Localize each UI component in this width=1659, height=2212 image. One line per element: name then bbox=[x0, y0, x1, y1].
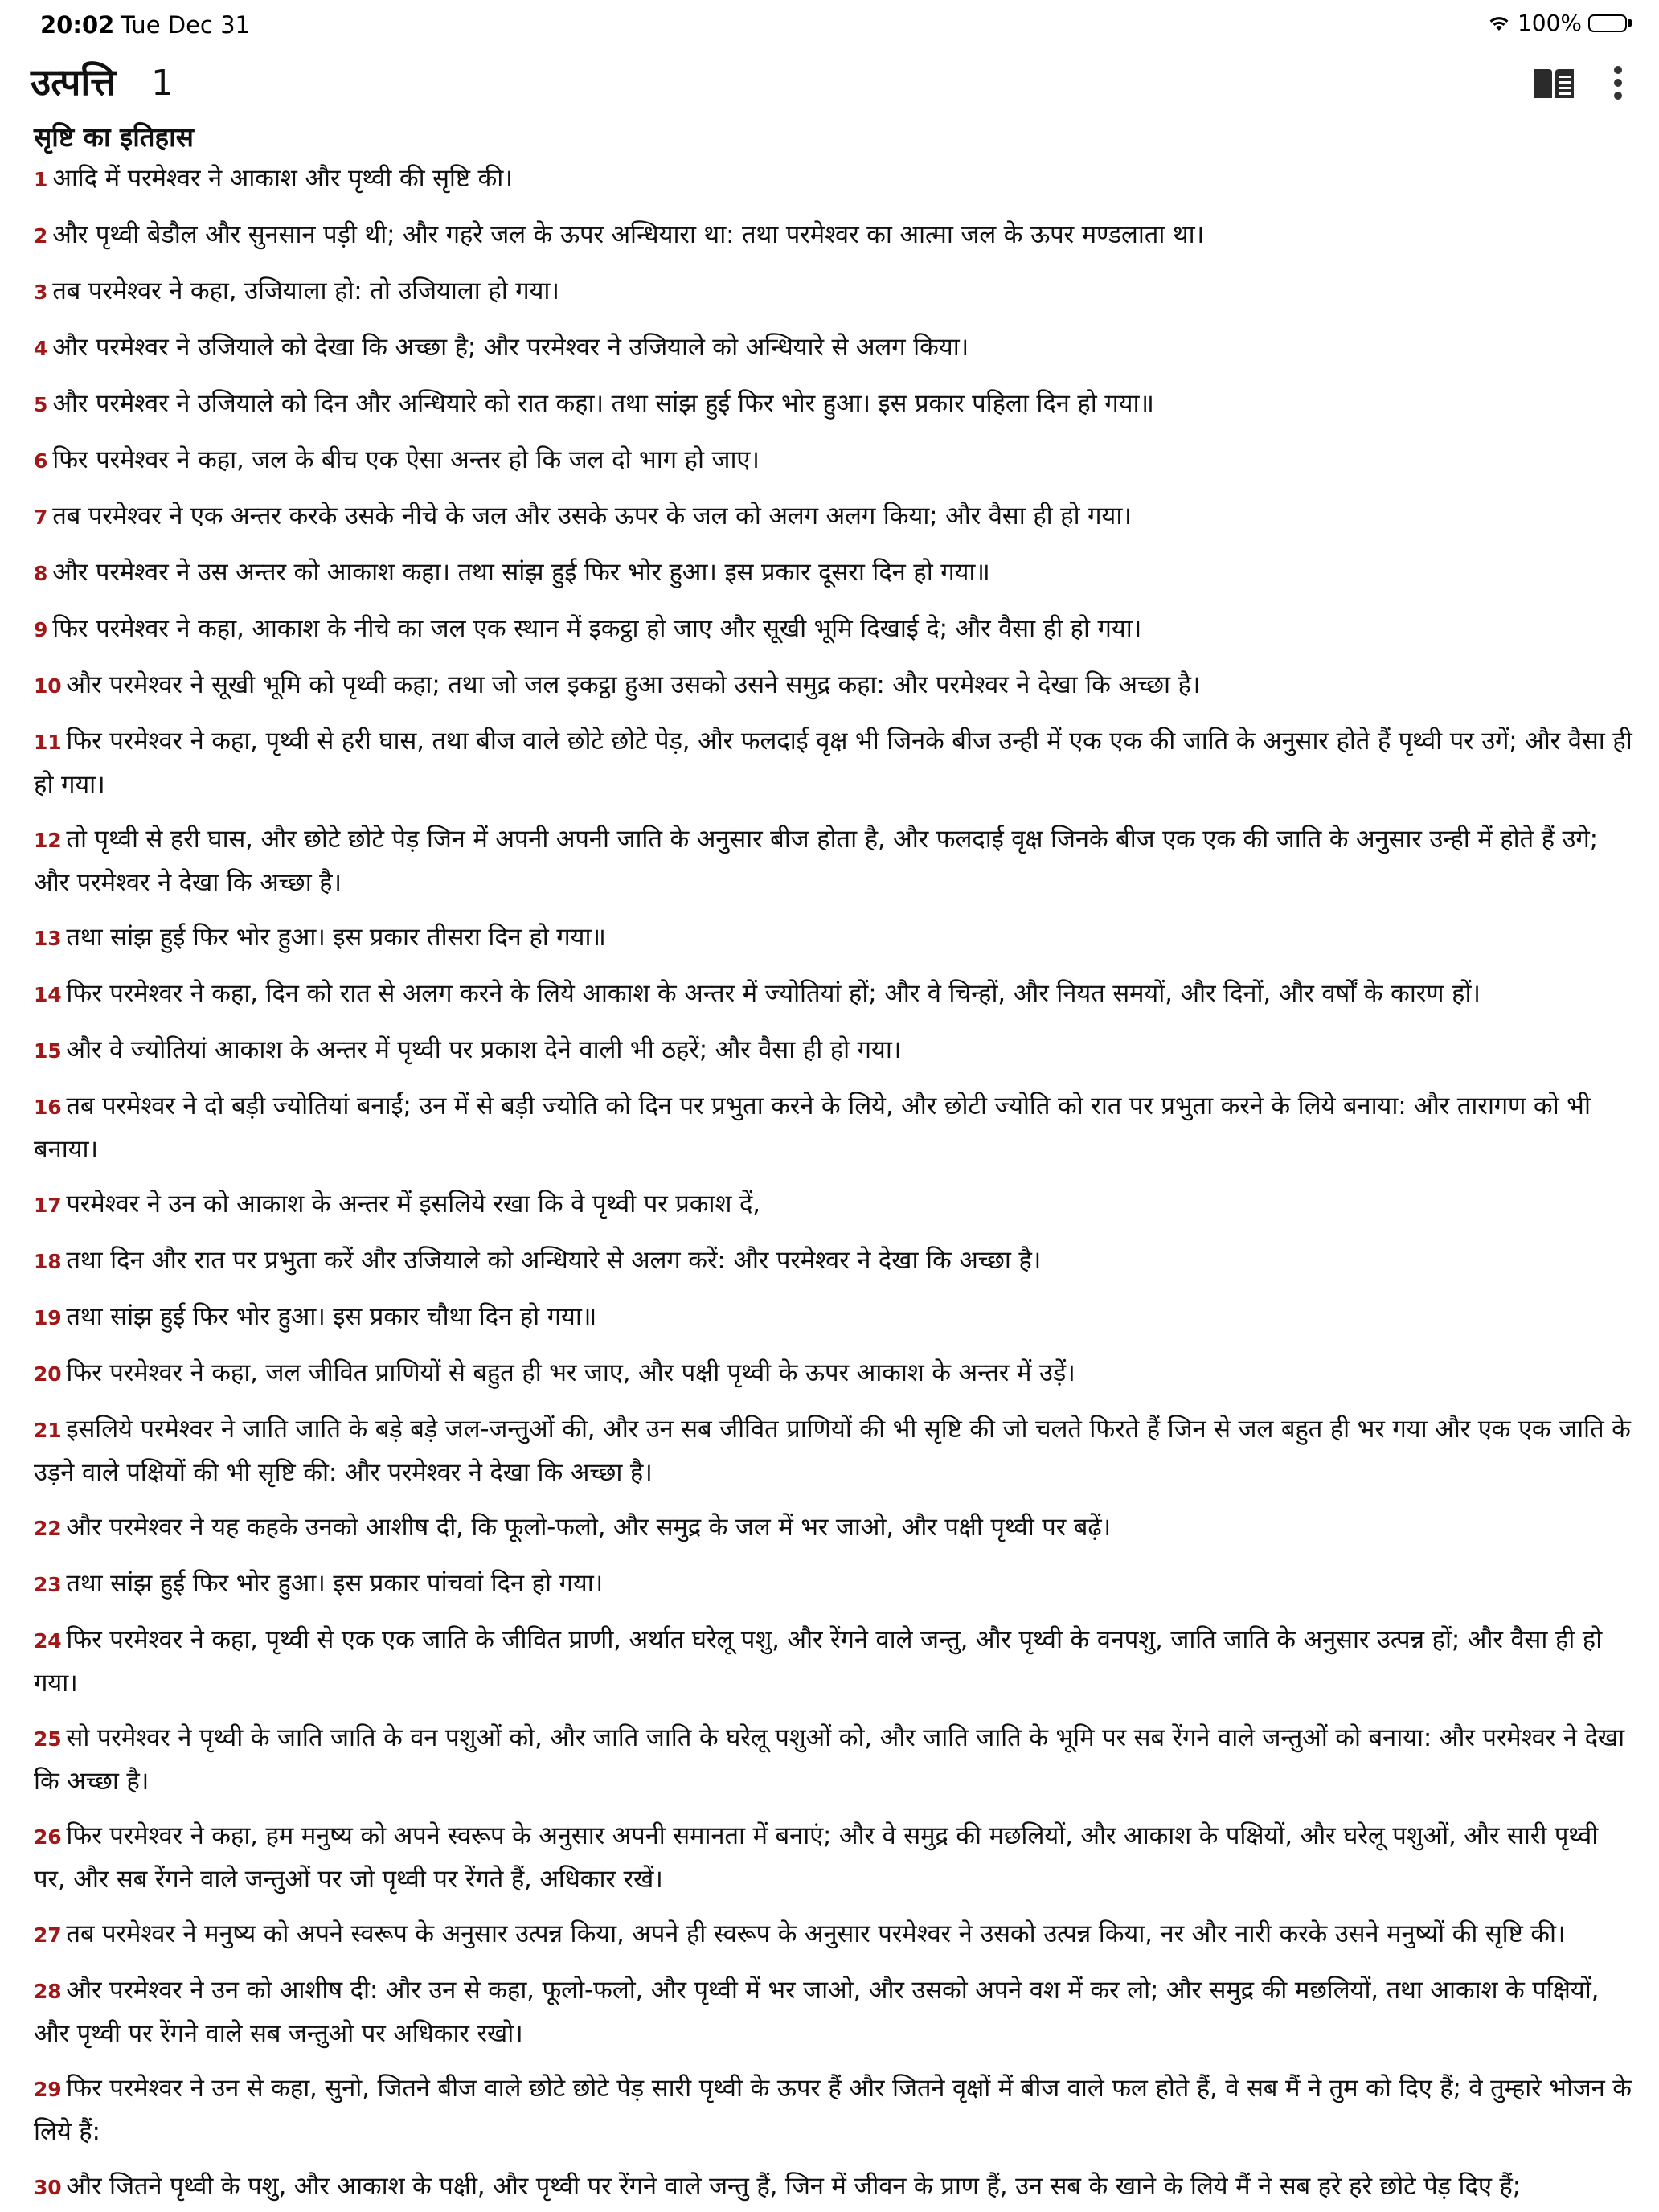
verse-number: 20 bbox=[34, 1362, 62, 1386]
verse-number: 25 bbox=[34, 1727, 62, 1751]
verse-text: और परमेश्वर ने सूखी भूमि को पृथ्वी कहा; तथा जो जल इकट्ठा हुआ उसको उसने समुद्र कहा: और परमेश्वर ने देखा कि अच्छा है। bbox=[66, 670, 1201, 699]
verse-number: 1 bbox=[34, 168, 48, 191]
verse[interactable] bbox=[34, 1619, 1636, 1704]
status-date: Tue Dec 31 bbox=[121, 11, 250, 39]
verse-text: और परमेश्वर ने उजियाले को देखा कि अच्छा है; और परमेश्वर ने उजियाले को अन्धियारे से अलग किया। bbox=[52, 333, 969, 362]
verse[interactable] bbox=[34, 1913, 1636, 1956]
verse[interactable] bbox=[34, 2165, 1636, 2209]
verse-text: फिर परमेश्वर ने उन से कहा, सुनो, जितने बीज वाले छोटे छोटे पेड़ सारी पृथ्वी के ऊपर हैं और जितने वृक्षों में बीज वाले फल होते हैं, वे सब मैं ने तुम को दिए हैं; वे तुम्हारे भोजन के लिये हैं: bbox=[34, 2074, 1632, 2146]
verse[interactable] bbox=[34, 326, 1636, 370]
verse-text: तथा सांझ हुई फिर भोर हुआ। इस प्रकार चौथा दिन हो गया॥ bbox=[66, 1302, 597, 1331]
verse-number: 19 bbox=[34, 1306, 62, 1329]
verse-text: इसलिये परमेश्वर ने जाति जाति के बड़े बड़े जल-जन्तुओं की, और उन सब जीवित प्राणियों की भी सृष्टि की जो चलते फिरते हैं जिन से जल बहुत ही भर गया और एक एक जाति के उड़ने वाले पक्षियों की भी सृष्टि की: और परमेश्वर ने देखा कि अच्छा है। bbox=[34, 1415, 1631, 1487]
verse-text: और पृथ्वी बेडौल और सुनसान पड़ी थी; और गहरे जल के ऊपर अन्धियारा था: तथा परमेश्वर का आत्मा जल के ऊपर मण्डलाता था। bbox=[52, 220, 1205, 249]
verse-number: 15 bbox=[34, 1039, 62, 1063]
verse-text: तब परमेश्वर ने मनुष्य को अपने स्वरूप के अनुसार उत्पन्न किया, अपने ही स्वरूप के अनुसार परमेश्वर ने उसको उत्पन्न किया, नर और नारी करके उसने मनुष्यों की सृष्टि की। bbox=[66, 1919, 1566, 1948]
verse[interactable] bbox=[34, 818, 1636, 903]
verse-number: 29 bbox=[34, 2078, 62, 2101]
verse-text: और परमेश्वर ने उस अन्तर को आकाश कहा। तथा सांझ हुई फिर भोर हुआ। इस प्रकार दूसरा दिन हो गया॥ bbox=[52, 558, 990, 587]
battery-icon bbox=[1588, 14, 1632, 32]
verse-number: 24 bbox=[34, 1629, 62, 1653]
verse-number: 11 bbox=[34, 731, 62, 754]
verse-text: तथा सांझ हुई फिर भोर हुआ। इस प्रकार पांचवां दिन हो गया। bbox=[66, 1569, 604, 1598]
verse[interactable] bbox=[34, 214, 1636, 257]
verse-number: 2 bbox=[34, 224, 48, 248]
verse[interactable] bbox=[34, 720, 1636, 805]
verse-number: 12 bbox=[34, 829, 62, 852]
verse[interactable] bbox=[34, 973, 1636, 1016]
status-bar bbox=[0, 0, 1659, 51]
verse-list bbox=[34, 158, 1636, 2209]
verse[interactable] bbox=[34, 1085, 1636, 1170]
section-heading: सृष्टि का इतिहास bbox=[34, 121, 194, 153]
wifi-icon bbox=[1487, 14, 1511, 32]
battery-percentage: 100% bbox=[1517, 10, 1582, 36]
verse-text: और वे ज्योतियां आकाश के अन्तर में पृथ्वी पर प्रकाश देने वाली भी ठहरें; और वैसा ही हो गया। bbox=[66, 1035, 902, 1064]
verse-number: 27 bbox=[34, 1923, 62, 1947]
verse-text: फिर परमेश्वर ने कहा, पृथ्वी से हरी घास, तथा बीज वाले छोटे छोटे पेड़, और फलदाई वृक्ष भी जिनके बीज उन्ही में एक एक की जाति के अनुसार होते हैं पृथ्वी पर उगें; और वैसा ही हो गया। bbox=[34, 727, 1632, 799]
verse-text: परमेश्वर ने उन को आकाश के अन्तर में इसलिये रखा कि वे पृथ्वी पर प्रकाश दें, bbox=[66, 1190, 760, 1219]
verse-text: फिर परमेश्वर ने कहा, जल के बीच एक ऐसा अन्तर हो कि जल दो भाग हो जाए। bbox=[52, 445, 760, 474]
more-vertical-icon[interactable] bbox=[1606, 63, 1630, 103]
verse-text: तो पृथ्वी से हरी घास, और छोटे छोटे पेड़ जिन में अपनी अपनी जाति के अनुसार बीज होता है, और फलदाई वृक्ष जिनके बीज एक एक की जाति के अनुसार उन्ही में होते हैं उगे; और परमेश्वर ने देखा कि अच्छा है। bbox=[34, 825, 1598, 897]
verse-text: आदि में परमेश्वर ने आकाश और पृथ्वी की सृष्टि की। bbox=[52, 164, 513, 193]
verse[interactable] bbox=[34, 1717, 1636, 1802]
verse[interactable] bbox=[34, 1408, 1636, 1493]
verse-number: 9 bbox=[34, 618, 48, 641]
verse-text: और परमेश्वर ने उन को आशीष दी: और उन से कहा, फूलो-फलो, और पृथ्वी में भर जाओ, और उसको अपने वश में कर लो; और समुद्र की मछलियों, तथा आकाश के पक्षियों, और पृथ्वी पर रेंगने वाले सब जन्तुओ पर अधिकार रखो। bbox=[34, 1976, 1600, 2048]
verse[interactable] bbox=[34, 270, 1636, 313]
verse-text: तब परमेश्वर ने कहा, उजियाला हो: तो उजियाला हो गया। bbox=[52, 276, 559, 305]
verse-number: 22 bbox=[34, 1517, 62, 1540]
verse-text: तथा सांझ हुई फिर भोर हुआ। इस प्रकार तीसरा दिन हो गया॥ bbox=[66, 923, 606, 952]
verse-number: 16 bbox=[34, 1096, 62, 1119]
verse-number: 7 bbox=[34, 506, 48, 529]
verse-text: तब परमेश्वर ने एक अन्तर करके उसके नीचे के जल और उसके ऊपर के जल को अलग अलग किया; और वैसा ही हो गया। bbox=[52, 502, 1132, 530]
verse[interactable] bbox=[34, 383, 1636, 426]
book-title[interactable]: उत्पत्ति bbox=[31, 60, 117, 104]
verse[interactable] bbox=[34, 1815, 1636, 1900]
verse-number: 23 bbox=[34, 1573, 62, 1596]
verse[interactable] bbox=[34, 1183, 1636, 1227]
verse[interactable] bbox=[34, 439, 1636, 482]
book-reader-icon[interactable] bbox=[1530, 64, 1577, 101]
verse[interactable] bbox=[34, 1352, 1636, 1395]
verse-text: और जितने पृथ्वी के पशु, और आकाश के पक्षी, और पृथ्वी पर रेंगने वाले जन्तु हैं, जिन में जीवन के प्राण हैं, उन सब के खाने के लिये मैं ने सब हरे हरे छोटे पेड़ दिए हैं; bbox=[66, 2172, 1521, 2201]
verse-text: फिर परमेश्वर ने कहा, पृथ्वी से एक एक जाति के जीवित प्राणी, अर्थात घरेलू पशु, और रेंगने वाले जन्तु, और पृथ्वी के वनपशु, जाति जाति के अनुसार उत्पन्न हों; और वैसा ही हो गया। bbox=[34, 1625, 1603, 1698]
verse-number: 6 bbox=[34, 449, 48, 473]
verse-text: सो परमेश्वर ने पृथ्वी के जाति जाति के वन पशुओं को, और जाति जाति के घरेलू पशुओं को, और जाति जाति के भूमि पर सब रेंगने वाले जन्तुओं को बनाया: और परमेश्वर ने देखा कि अच्छा है। bbox=[34, 1723, 1624, 1796]
verse[interactable] bbox=[34, 1563, 1636, 1606]
verse-number: 14 bbox=[34, 983, 62, 1006]
verse[interactable] bbox=[34, 1506, 1636, 1550]
verse-text: और परमेश्वर ने उजियाले को दिन और अन्धियारे को रात कहा। तथा सांझ हुई फिर भोर हुआ। इस प्रकार पहिला दिन हो गया॥ bbox=[52, 389, 1154, 418]
verse-number: 18 bbox=[34, 1250, 62, 1273]
verse-text: फिर परमेश्वर ने कहा, जल जीवित प्राणियों से बहुत ही भर जाए, और पक्षी पृथ्वी के ऊपर आकाश के अन्तर में उड़ें। bbox=[66, 1358, 1075, 1387]
verse-text: फिर परमेश्वर ने कहा, दिन को रात से अलग करने के लिये आकाश के अन्तर में ज्योतियां हों; और वे चिन्हों, और नियत समयों, और दिनों, और वर्षों के कारण हों। bbox=[66, 979, 1481, 1008]
verse-text: फिर परमेश्वर ने कहा, हम मनुष्य को अपने स्वरूप के अनुसार अपनी समानता में बनाएं; और वे समुद्र की मछलियों, और आकाश के पक्षियों, और घरेलू पशुओं, और सारी पृथ्वी पर, और सब रेंगने वाले जन्तुओं पर जो पृथ्वी पर रेंगते हैं, अधिकार रखें। bbox=[34, 1821, 1599, 1894]
verse-number: 13 bbox=[34, 927, 62, 950]
verse[interactable] bbox=[34, 608, 1636, 651]
verse[interactable] bbox=[34, 1969, 1636, 2054]
verse[interactable] bbox=[34, 1239, 1636, 1283]
verse-number: 10 bbox=[34, 674, 62, 698]
verse[interactable] bbox=[34, 551, 1636, 595]
verse[interactable] bbox=[34, 495, 1636, 539]
verse[interactable] bbox=[34, 664, 1636, 707]
status-indicators bbox=[1487, 10, 1632, 36]
verse-number: 17 bbox=[34, 1194, 62, 1217]
chapter-header bbox=[31, 53, 1630, 114]
chapter-number[interactable]: 1 bbox=[151, 63, 174, 104]
verse[interactable] bbox=[34, 916, 1636, 960]
verse-number: 30 bbox=[34, 2176, 62, 2199]
verse[interactable] bbox=[34, 1296, 1636, 1339]
verse-text: तथा दिन और रात पर प्रभुता करें और उजियाले को अन्धियारे से अलग करें: और परमेश्वर ने देखा कि अच्छा है। bbox=[66, 1246, 1042, 1275]
verse-number: 8 bbox=[34, 562, 48, 585]
verse-number: 28 bbox=[34, 1980, 62, 2003]
verse-number: 5 bbox=[34, 393, 48, 416]
verse-number: 26 bbox=[34, 1825, 62, 1849]
verse[interactable] bbox=[34, 1029, 1636, 1072]
verse-number: 21 bbox=[34, 1419, 62, 1442]
chapter-content bbox=[34, 119, 1636, 2212]
verse-text: फिर परमेश्वर ने कहा, आकाश के नीचे का जल एक स्थान में इकट्ठा हो जाए और सूखी भूमि दिखाई दे; और वैसा ही हो गया। bbox=[52, 614, 1142, 643]
verse-text: तब परमेश्वर ने दो बड़ी ज्योतियां बनाईं; उन में से बड़ी ज्योति को दिन पर प्रभुता करने के लिये, और छोटी ज्योति को रात पर प्रभुता करने के लिये बनाया: और तारागण को भी बनाया। bbox=[34, 1092, 1591, 1164]
verse-text: और परमेश्वर ने यह कहके उनको आशीष दी, कि फूलो-फलो, और समुद्र के जल में भर जाओ, और पक्षी पृथ्वी पर बढ़ें। bbox=[66, 1513, 1112, 1542]
verse[interactable] bbox=[34, 2067, 1636, 2153]
verse-number: 4 bbox=[34, 337, 48, 360]
verse-number: 3 bbox=[34, 281, 48, 304]
status-time: 20:02 bbox=[40, 11, 115, 39]
verse[interactable] bbox=[34, 158, 1636, 201]
